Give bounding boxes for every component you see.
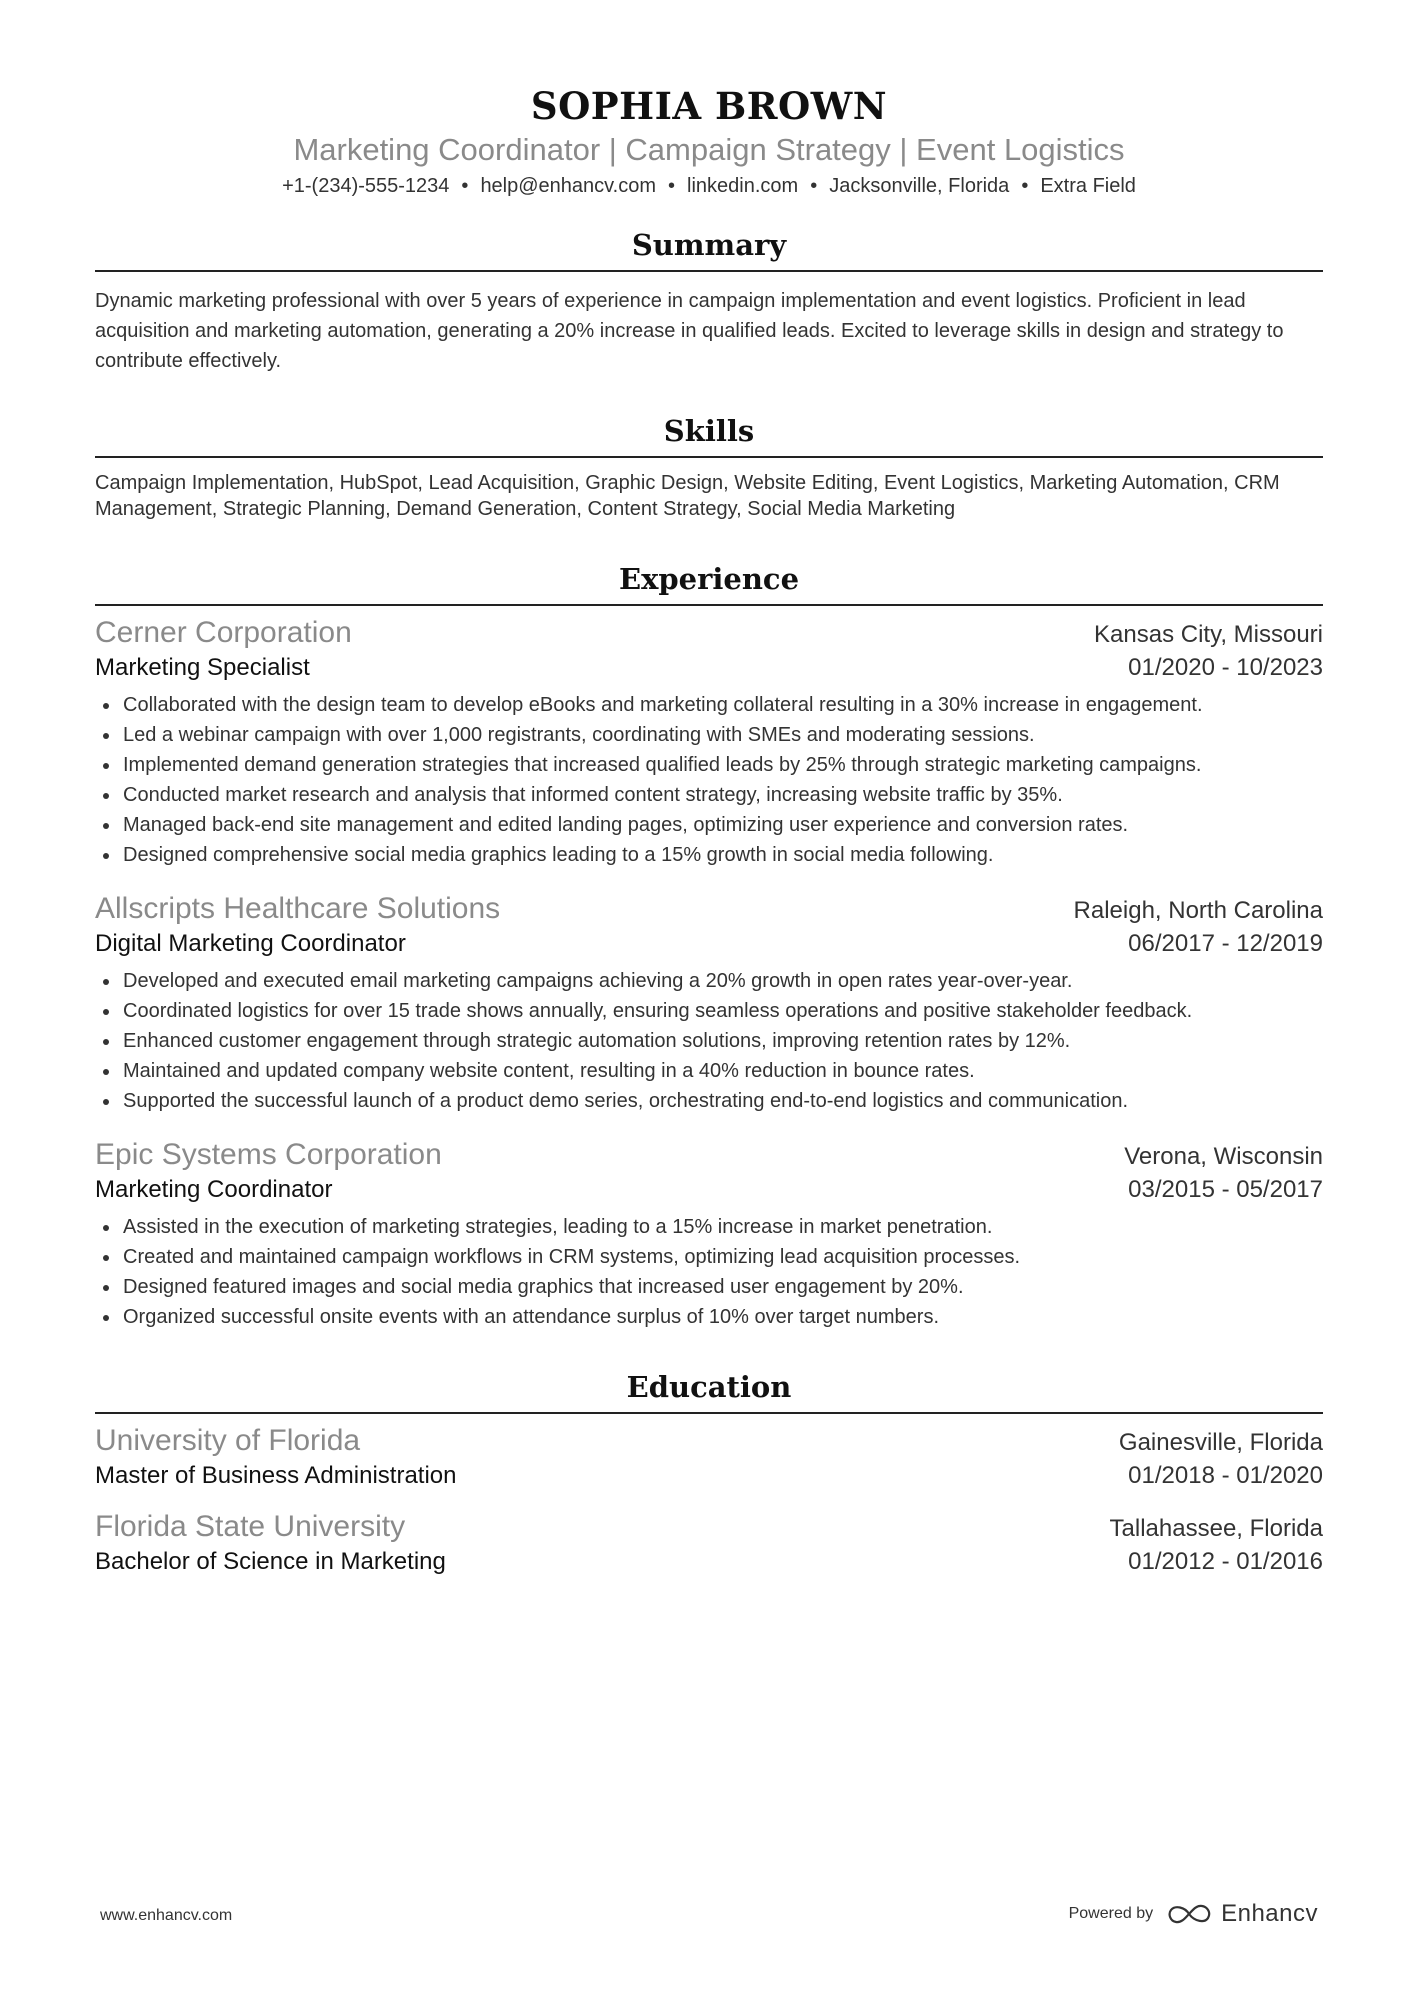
entry-degree-row [95, 1460, 1323, 1492]
brand-link[interactable] [1167, 1900, 1318, 1928]
school-location: Tallahassee, Florida [1109, 1515, 1323, 1542]
school-location: Gainesville, Florida [1118, 1429, 1323, 1456]
job-dates: 03/2015 - 05/2017 [1128, 1176, 1323, 1203]
degree-name: Bachelor of Science in Marketing [95, 1548, 446, 1575]
footer-website[interactable]: www.enhancv.com [100, 1907, 233, 1924]
brand-name: Enhancv [1221, 1900, 1318, 1927]
job-dates: 01/2020 - 10/2023 [1128, 654, 1323, 681]
achievement-item: Led a webinar campaign with over 1,000 registrants, coordinating with SMEs and moderating sessions. [95, 720, 1323, 750]
achievement-item: Organized successful onsite events with an attendance surplus of 10% over target numbers. [95, 1302, 1323, 1332]
job-dates: 06/2017 - 12/2019 [1128, 930, 1323, 957]
contact-line [95, 172, 1323, 200]
enhancv-logo-icon [1167, 1902, 1213, 1926]
bullet-separator: • [810, 175, 818, 197]
candidate-name: SOPHIA BROWN [530, 84, 888, 128]
achievement-item: Designed featured images and social media graphics that increased user engagement by 20%. [95, 1272, 1323, 1302]
contact-linkedin[interactable]: linkedin.com [687, 175, 799, 197]
summary-text: Dynamic marketing professional with over 5 years of experience in campaign implementation and event logistics. Proficient in lead acquisition and marketing automation, generating a 20% increase in qualified leads. Excited to leverage skills in design and strategy to contribute effectively. [95, 290, 1284, 372]
achievement-item: Developed and executed email marketing campaigns achieving a 20% growth in open rates year-over-year. [95, 966, 1323, 996]
achievement-item: Managed back-end site management and edited landing pages, optimizing user experience and conversion rates. [95, 810, 1323, 840]
section-divider [95, 1412, 1323, 1414]
entry-role-row [95, 1174, 1323, 1206]
powered-by-label: Powered by [1068, 1905, 1154, 1922]
skills-section [95, 412, 1323, 522]
achievement-item: Maintained and updated company website content, resulting in a 40% reduction in bounce rates. [95, 1056, 1323, 1086]
achievement-list [95, 1212, 1323, 1332]
candidate-title: Marketing Coordinator | Campaign Strategy | Event Logistics [293, 132, 1125, 167]
education-entry [95, 1422, 1323, 1492]
contact-email[interactable]: help@enhancv.com [480, 175, 657, 197]
contact-location: Jacksonville, Florida [829, 175, 1010, 197]
achievement-item: Designed comprehensive social media graphics leading to a 15% growth in social media following. [95, 840, 1323, 870]
skills-heading: Skills [663, 414, 755, 448]
contact-phone: +1-(234)-555-1234 [282, 175, 450, 197]
job-title: Marketing Specialist [95, 654, 310, 681]
education-dates: 01/2018 - 01/2020 [1128, 1462, 1323, 1489]
achievement-item: Coordinated logistics for over 15 trade shows annually, ensuring seamless operations and positive stakeholder feedback. [95, 996, 1323, 1026]
resume-header [95, 84, 1323, 200]
summary-heading: Summary [631, 228, 787, 262]
achievement-list [95, 690, 1323, 870]
achievement-item: Implemented demand generation strategies that increased qualified leads by 25% through strategic marketing campaigns. [95, 750, 1323, 780]
entry-header-row [95, 1136, 1323, 1174]
job-title: Marketing Coordinator [95, 1176, 333, 1203]
company-name: Cerner Corporation [95, 616, 352, 649]
entry-degree-row [95, 1546, 1323, 1578]
entry-role-row [95, 652, 1323, 684]
summary-section [95, 226, 1323, 376]
achievement-item: Created and maintained campaign workflows in CRM systems, optimizing lead acquisition processes. [95, 1242, 1323, 1272]
education-dates: 01/2012 - 01/2016 [1128, 1548, 1323, 1575]
achievement-item: Enhanced customer engagement through strategic automation solutions, improving retention rates by 12%. [95, 1026, 1323, 1056]
school-name: Florida State University [95, 1510, 406, 1543]
achievement-item: Collaborated with the design team to develop eBooks and marketing collateral resulting in a 30% increase in engagement. [95, 690, 1323, 720]
bullet-separator: • [668, 175, 676, 197]
achievement-list [95, 966, 1323, 1116]
company-location: Kansas City, Missouri [1094, 621, 1323, 648]
education-entry [95, 1508, 1323, 1578]
entry-role-row [95, 928, 1323, 960]
degree-name: Master of Business Administration [95, 1462, 457, 1489]
company-location: Verona, Wisconsin [1124, 1143, 1323, 1170]
section-divider [95, 604, 1323, 606]
section-divider [95, 456, 1323, 458]
achievement-item: Conducted market research and analysis that informed content strategy, increasing website traffic by 35%. [95, 780, 1323, 810]
footer-branding [1069, 1900, 1318, 1928]
entry-header-row [95, 1508, 1323, 1546]
bullet-separator: • [1021, 175, 1029, 197]
entry-header-row [95, 1422, 1323, 1460]
experience-entry [95, 890, 1323, 1116]
achievement-item: Supported the successful launch of a product demo series, orchestrating end-to-end logistics and communication. [95, 1086, 1323, 1116]
resume-page [95, 0, 1323, 1578]
education-heading: Education [626, 1370, 792, 1404]
entry-header-row [95, 890, 1323, 928]
company-location: Raleigh, North Carolina [1073, 897, 1323, 924]
bullet-separator: • [461, 175, 469, 197]
experience-heading: Experience [618, 562, 800, 596]
experience-entry [95, 614, 1323, 870]
school-name: University of Florida [95, 1424, 361, 1457]
contact-extra: Extra Field [1040, 175, 1136, 197]
skills-text: Campaign Implementation, HubSpot, Lead Acquisition, Graphic Design, Website Editing, Event Logistics, Marketing Automation, CRM Management, Strategic Planning, Demand Generation, Content Strategy, Social Media Marketing [95, 472, 1280, 520]
achievement-item: Assisted in the execution of marketing strategies, leading to a 15% increase in market penetration. [95, 1212, 1323, 1242]
entry-header-row [95, 614, 1323, 652]
job-title: Digital Marketing Coordinator [95, 930, 406, 957]
company-name: Epic Systems Corporation [95, 1138, 442, 1171]
company-name: Allscripts Healthcare Solutions [95, 892, 501, 925]
experience-entry [95, 1136, 1323, 1332]
section-divider [95, 270, 1323, 272]
experience-section [95, 560, 1323, 1332]
education-section [95, 1368, 1323, 1578]
